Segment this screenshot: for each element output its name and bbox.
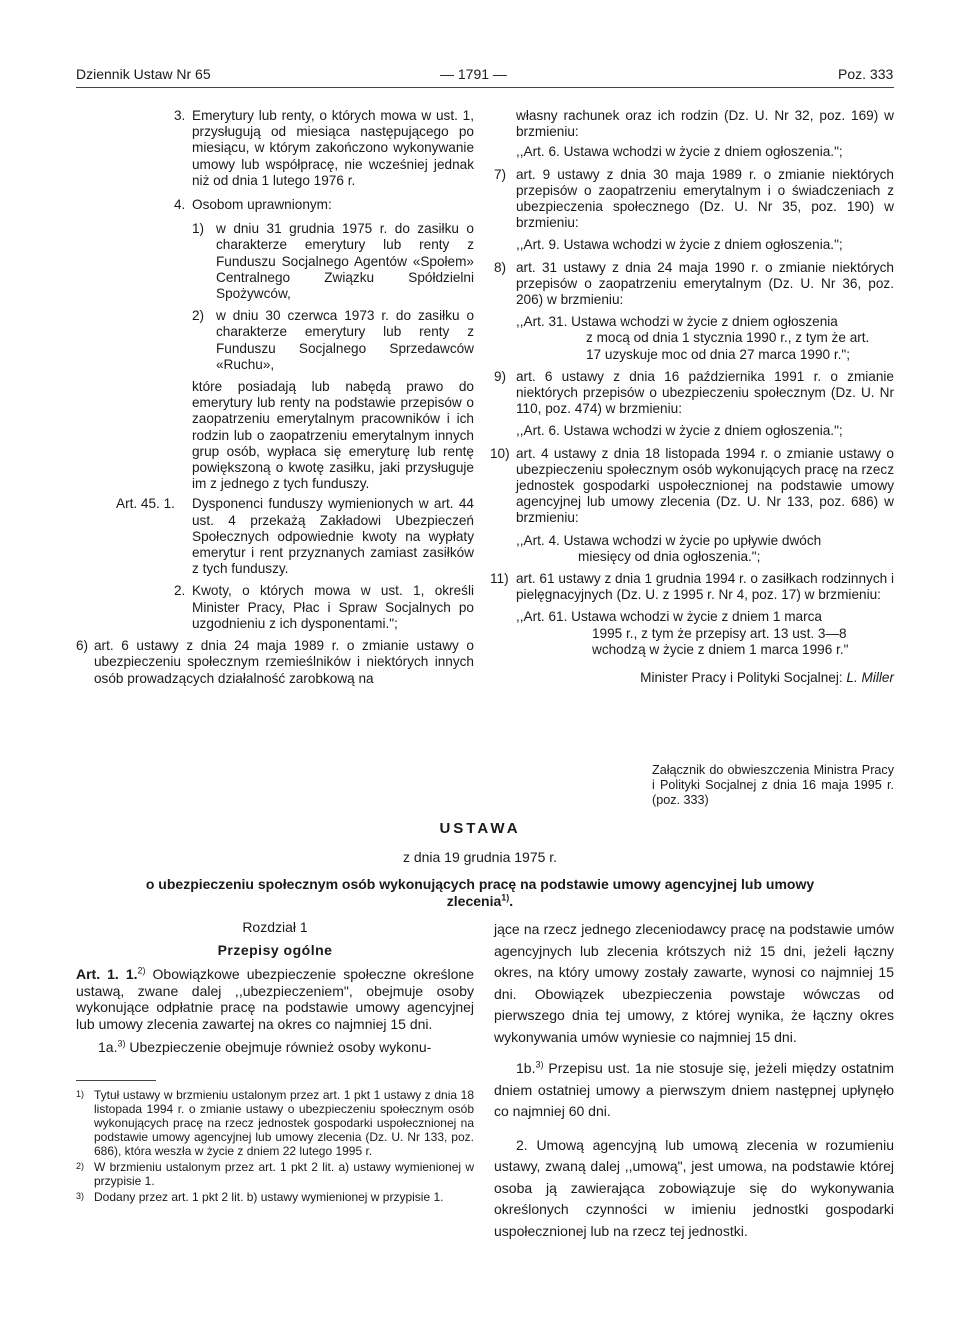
right-column	[490, 108, 894, 686]
paragraph-number: 2.	[174, 583, 186, 599]
quoted-article-line: wchodzą w życie z dniem 1 marca 1996 r."	[592, 641, 849, 657]
footnote-text: Tytuł ustawy w brzmieniu ustalonym przez art. 1 pkt 1 ustawy z dnia 18 listopada 1994 r. o zmianie ustawy o ubezpieczeniu społecznym osób wykonujących pracę na rzecz jednostek gospodarki uspołecznionej na podstawie umowy agencyjnej lub umowy zlecenia (Dz. U. Nr 133, poz. 686), która weszła w życie z dniem 22 lutego 1995 r.	[94, 1088, 474, 1158]
item-number: 11)	[490, 571, 509, 587]
paragraph-number: 2.	[516, 1136, 528, 1153]
quote-art-4	[494, 533, 894, 565]
signature-label: Minister Pracy i Polityki Socjalnej:	[640, 670, 843, 686]
act-subject-line: zlecenia$^{1)}$.	[446, 892, 514, 909]
article-text: Obowiązkowe ubezpieczenie społeczne określone ustawą, zwane dalej ,,ubezpieczeniem", obejmuje osoby wykonujące odpłatnie pracę na podstawie umowy agencyjnej lub umowy zlecenia zawartej na okres co najmniej 15 dni.	[76, 966, 474, 1032]
quoted-article-line: miesięcy od dnia ogłoszenia.";	[578, 548, 761, 564]
item-number: 2)	[192, 308, 205, 324]
article-1: Art. 1. 1.$^{2)}$ Obowiązkowe ubezpieczenie społeczne określone ustawą, zwane dalej ,,ubezpieczeniem", obejmuje osoby wykonujące odpłatnie pracę na podstawie umowy agencyjnej lub umowy zlecenia zawartej na okres co najmniej 15 dni.	[76, 965, 474, 1032]
page-number: — 1791 —	[440, 66, 507, 82]
article-number: Art. 45. 1.	[116, 496, 175, 512]
act-date: z dnia 19 grudnia 1975 r.	[402, 849, 558, 865]
paragraph-number: 4.	[174, 197, 186, 213]
item-6-continuation	[494, 108, 894, 140]
quoted-article: ,,Art. 6. Ustawa wchodzi w życie z dniem ogłoszenia.";	[516, 144, 843, 160]
paragraph-1a: 1a.$^{3)}$ Ubezpieczenie obejmuje również osoby wykonu-	[98, 1037, 432, 1055]
act-title: USTAWA	[439, 820, 521, 837]
paragraph-text: Emerytury lub renty, o których mowa w ust. 1, przysługują od miesiąca następującego po miesiącu, w którym zakończono wykonywanie umowy lub współpracę, nie wcześniej jednak niż od dnia 1 lutego 1976 r.	[192, 108, 474, 188]
paragraph-text: Kwoty, o których mowa w ust. 1, określi Minister Pracy, Płac i Spraw Socjalnych po uzgodnieniu z ich dysponentami.";	[192, 583, 474, 631]
journal-title: Dziennik Ustaw Nr 65	[76, 66, 211, 82]
item-number: 8)	[494, 259, 507, 275]
paragraph-number: 1b.	[516, 1060, 536, 1076]
quoted-article-line: 17 uzyskuje moc od dnia 27 marca 1990 r.";	[586, 346, 851, 362]
paragraph-text: Umową agencyjną lub umową zlecenia w rozumieniu ustawy, zwaną dalej ,,umową", jest umowa, na podstawie której osoba ją zawierająca zobowiązuje się do wykonywania określonych czynności w imieniu jednostki gospodarki uspołecznionej lub na rzecz tej jednostki.	[494, 1136, 894, 1239]
annex-note: Załącznik do obwieszczenia Ministra Pracy i Polityki Socjalnej z dnia 16 maja 1995 r. (poz. 333)	[652, 763, 894, 807]
item-1	[76, 221, 474, 302]
continuation-text: własny rachunek oraz ich rodzin (Dz. U. Nr 32, poz. 169) w brzmieniu:	[516, 108, 894, 140]
continuation-text: jące na rzecz jednego zleceniodawcy pracę na podstawie umów agencyjnych lub zlecenia krótszych niż 15 dni, jeżeli łączny okres, na który umowy zostały zawarte, wynosi co najmniej 15 dni. Obowiązek ubezpieczenia powstaje wówczas od pierwszego dnia tej umowy, z której wynika, że łączny okres wykonywania umów wyniesie co najmniej 15 dni.	[494, 921, 894, 1045]
item-text: art. 61 ustawy z dnia 1 grudnia 1994 r. o zasiłkach rodzinnych i pielęgnacyjnych (Dz. U. z 1995 r. Nr 4, poz. 17) w brzmieniu:	[516, 571, 894, 603]
item-number: 7)	[494, 166, 507, 182]
chapter-number: Rozdział 1	[242, 919, 308, 935]
position-number: Poz. 333	[838, 66, 894, 82]
item-7	[494, 167, 894, 232]
article-45	[76, 496, 474, 577]
quoted-article-line: 1995 r., z tym że przepisy art. 13 ust. 3—8	[592, 625, 847, 641]
item-8	[494, 260, 894, 309]
quoted-article-line: z mocą od dnia 1 stycznia 1990 r., z tym że art.	[586, 330, 870, 346]
item-text: w dniu 30 czerwca 1973 r. do zasiłku o charakterze emerytury lub renty z Funduszu Socjalnego Sprzedawców «Ruchu»,	[216, 308, 474, 372]
item-11	[490, 571, 894, 603]
header-rule	[76, 87, 894, 88]
item-text: w dniu 31 grudnia 1975 r. do zasiłku o charakterze emerytury lub renty z Funduszu Socjalnego Agentów «Społem» Centralnego Związku Spółdzielni Spożywców,	[216, 221, 474, 302]
item-text: art. 9 ustawy z dnia 30 maja 1989 r. o zmianie niektórych przepisów o zaopatrzeniu emerytalnym i o świadczeniach z ubezpieczenia społecznego (Dz. U. Nr 35, poz. 190) w brzmieniu:	[516, 166, 894, 231]
which-clause	[76, 379, 474, 492]
item-text: art. 31 ustawy z dnia 24 maja 1990 r. o zmianie niektórych przepisów o zaopatrzeniu emerytalnym (Dz. U. Nr 36, poz. 206) w brzmieniu:	[516, 259, 894, 308]
quoted-article-line: ,,Art. 61. Ustawa wchodzi w życie z dniem 1 marca	[516, 609, 822, 625]
quote-art-31	[494, 314, 894, 363]
item-text: art. 6 ustawy z dnia 24 maja 1989 r. o zmianie ustawy o ubezpieczeniu społecznym rzemieślników i niektórych innych osób prowadzących działalność zarobkową na	[94, 638, 474, 686]
footnote-text: W brzmieniu ustalonym przez art. 1 pkt 2 lit. a) ustawy wymienionej w przypisie 1.	[94, 1160, 474, 1188]
item-text: art. 4 ustawy z dnia 18 listopada 1994 r. o zmianie ustawy o ubezpieczeniu społecznym osób wykonujących pracę na rzecz jednostek gospodarki uspołecznionej na podstawie umowy agencyjnej lub umowy zlecenia (Dz. U. Nr 133, poz. 686) w brzmieniu:	[516, 445, 894, 526]
item-number: 10)	[490, 445, 510, 461]
lower-right-column	[494, 919, 894, 1242]
footnote-1: 1) Tytuł ustawy w brzmieniu ustalonym przez art. 1 pkt 1 ustawy z dnia 18 listopada 1994 r. o zmianie ustawy o ubezpieczeniu społecznym osób wykonujących pracę na rzecz jednostek gospodarki uspołecznionej na podstawie umowy agencyjnej lub umowy zlecenia (Dz. U. Nr 133, poz. 686), która weszła w życie z dniem 22 lutego 1995 r.	[76, 1088, 474, 1158]
item-9	[494, 369, 894, 418]
item-number: 6)	[76, 638, 89, 654]
footnote-text: Dodany przez art. 1 pkt 2 lit. b) ustawy wymienionej w przypisie 1.	[94, 1190, 444, 1204]
chapter-title: Przepisy ogólne	[217, 941, 333, 958]
quote-art-6b	[494, 423, 894, 439]
signature	[494, 670, 894, 686]
quote-art-9	[494, 237, 894, 253]
footnote-3: 3) Dodany przez art. 1 pkt 2 lit. b) ustawy wymienionej w przypisie 1.	[76, 1190, 444, 1204]
paragraph-text: Ubezpieczenie obejmuje również osoby wykonu-	[125, 1038, 432, 1055]
act-subject-line: o ubezpieczeniu społecznym osób wykonujących pracę na podstawie umowy agencyjnej lub umowy	[145, 876, 815, 892]
item-6	[76, 638, 474, 687]
paragraph-text: Osobom uprawnionym:	[192, 197, 332, 213]
item-number: 1)	[192, 221, 205, 237]
quote-art-61	[494, 609, 894, 658]
item-number: 9)	[494, 368, 507, 384]
signature-name: L. Miller	[846, 670, 894, 686]
paragraph-number: 1a.	[98, 1038, 118, 1055]
quote-art-6	[494, 144, 894, 160]
act-subject	[60, 876, 900, 910]
article-number: Art. 1. 1.	[76, 966, 138, 983]
footnote-separator	[76, 1080, 156, 1081]
quoted-article: ,,Art. 6. Ustawa wchodzi w życie z dniem ogłoszenia.";	[516, 423, 843, 439]
lower-left-column	[76, 915, 474, 1055]
article-text: Dysponenci funduszy wymienionych w art. 44 ust. 4 przekażą Zakładowi Ubezpieczeń Społecznych odpowiednie kwoty na wypłaty emerytur i rent przyznanych zamiast zasiłków z tych funduszy.	[192, 496, 474, 577]
paragraph-4	[76, 197, 474, 213]
quoted-article-line: ,,Art. 4. Ustawa wchodzi w życie po upływie dwóch	[516, 532, 822, 548]
item-10	[490, 445, 894, 527]
left-column	[76, 108, 474, 687]
clause-text: które posiadają lub nabędą prawo do emerytury lub renty na podstawie przepisów o zaopatrzeniu emerytalnym pracowników i ich rodzin lub o zaopatrzeniu emerytalnym innych grup osób, wypłaca się emeryturę lub rentę powiększoną o kwotę zasiłku, jaki przysługuje im z jednego z tych funduszy.	[192, 379, 474, 492]
paragraph-1b: 1b.$^{3)}$ Przepisu ust. 1a nie stosuje się, jeżeli między ostatnim dniem ostatniej umowy a pierwszym dniem następnej upłynęło co najmniej 60 dni.	[494, 1059, 894, 1119]
paragraph-3	[76, 108, 474, 189]
item-text: art. 6 ustawy z dnia 16 października 1991 r. o zmianie niektórych przepisów o ubezpieczeniu społecznym (Dz. U. Nr 110, poz. 474) w brzmieniu:	[516, 368, 894, 417]
quoted-article: ,,Art. 9. Ustawa wchodzi w życie z dniem ogłoszenia.";	[516, 237, 843, 253]
footnote-2: 2) W brzmieniu ustalonym przez art. 1 pkt 2 lit. a) ustawy wymienionej w przypisie 1.	[76, 1160, 474, 1188]
paragraph-text: Przepisu ust. 1a nie stosuje się, jeżeli między ostatnim dniem ostatniej umowy a pierwszym dniem następnej upłynęło co najmniej 60 dni.	[494, 1060, 894, 1119]
paragraph-2	[494, 1135, 894, 1243]
footnotes	[76, 1088, 474, 1204]
quoted-article-line: ,,Art. 31. Ustawa wchodzi w życie z dniem ogłoszenia	[516, 314, 838, 330]
article-45-par-2	[76, 583, 474, 632]
item-2	[76, 308, 474, 373]
paragraph-number: 3.	[174, 108, 186, 123]
